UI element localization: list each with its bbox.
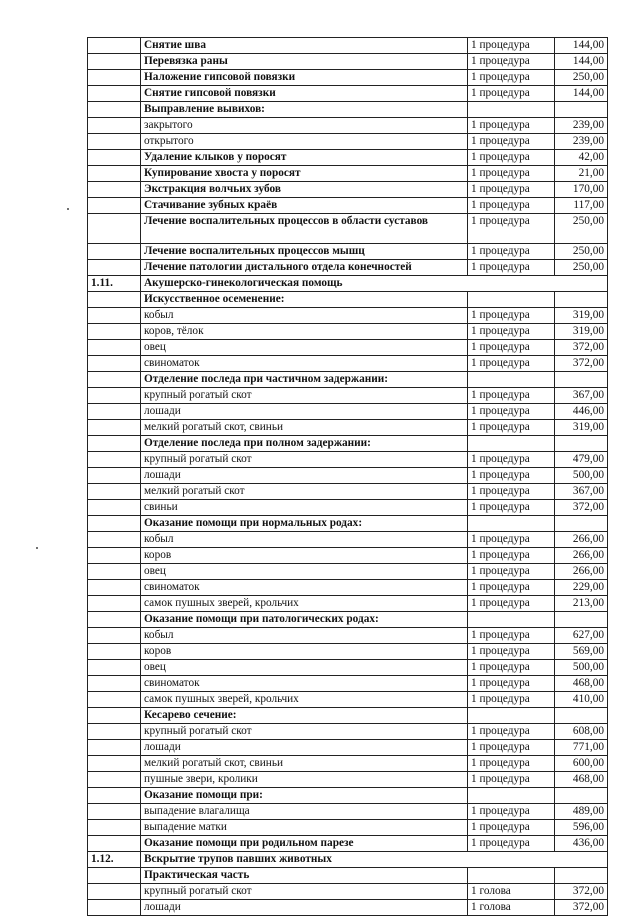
price-cell: 468,00: [555, 772, 608, 788]
price-row: [88, 596, 608, 612]
price-cell: 436,00: [555, 836, 608, 852]
service-name: Оказание помощи при нормальных родах:: [141, 516, 468, 532]
service-name: Практическая часть: [141, 868, 468, 884]
service-name: Лечение воспалительных процессов мышц: [141, 244, 468, 260]
price-row: [88, 182, 608, 198]
price-cell: [555, 292, 608, 308]
service-name: Кесарево сечение:: [141, 708, 468, 724]
unit-cell: 1 процедура: [468, 500, 555, 516]
price-cell: 372,00: [555, 900, 608, 916]
price-row: [88, 166, 608, 182]
price-row: [88, 756, 608, 772]
price-row: [88, 628, 608, 644]
service-name: коров: [141, 644, 468, 660]
price-cell: [555, 102, 608, 118]
price-row: [88, 86, 608, 102]
unit-cell: 1 процедура: [468, 388, 555, 404]
price-row: [88, 468, 608, 484]
price-cell: 239,00: [555, 134, 608, 150]
price-row: [88, 500, 608, 516]
price-cell: 771,00: [555, 740, 608, 756]
row-number-cell: [88, 198, 141, 214]
service-name: лошади: [141, 740, 468, 756]
price-cell: 213,00: [555, 596, 608, 612]
service-name: мелкий рогатый скот, свиньи: [141, 420, 468, 436]
unit-cell: 1 процедура: [468, 676, 555, 692]
price-row: [88, 532, 608, 548]
price-cell: 266,00: [555, 532, 608, 548]
service-name: самок пушных зверей, крольчих: [141, 692, 468, 708]
service-name: Снятие шва: [141, 38, 468, 54]
price-cell: 372,00: [555, 500, 608, 516]
price-cell: 170,00: [555, 182, 608, 198]
unit-cell: [468, 516, 555, 532]
service-name: кобыл: [141, 532, 468, 548]
price-row: [88, 612, 608, 628]
price-row: [88, 820, 608, 836]
unit-cell: 1 процедура: [468, 150, 555, 166]
unit-cell: 1 процедура: [468, 308, 555, 324]
unit-cell: [468, 436, 555, 452]
service-name: Отделение последа при частичном задержании:: [141, 372, 468, 388]
scan-speck: [36, 547, 38, 549]
section-title: Акушерско-гинекологическая помощь: [141, 276, 608, 292]
price-row: [88, 772, 608, 788]
service-name: Оказание помощи при:: [141, 788, 468, 804]
price-row: [88, 308, 608, 324]
price-row: [88, 372, 608, 388]
unit-cell: 1 процедура: [468, 644, 555, 660]
unit-cell: 1 процедура: [468, 38, 555, 54]
row-number-cell: [88, 150, 141, 166]
row-number-cell: [88, 244, 141, 260]
service-name: свиноматок: [141, 580, 468, 596]
price-cell: [555, 372, 608, 388]
price-cell: 367,00: [555, 388, 608, 404]
unit-cell: 1 процедура: [468, 756, 555, 772]
row-number-cell: [88, 772, 141, 788]
price-cell: 596,00: [555, 820, 608, 836]
unit-cell: 1 голова: [468, 884, 555, 900]
service-name: овец: [141, 564, 468, 580]
price-row: [88, 356, 608, 372]
price-row: [88, 260, 608, 276]
service-name: коров, тёлок: [141, 324, 468, 340]
price-row: [88, 580, 608, 596]
price-cell: 319,00: [555, 308, 608, 324]
price-cell: 144,00: [555, 38, 608, 54]
unit-cell: 1 процедура: [468, 772, 555, 788]
unit-cell: 1 процедура: [468, 468, 555, 484]
row-number-cell: [88, 532, 141, 548]
row-number-cell: [88, 356, 141, 372]
service-name: мелкий рогатый скот: [141, 484, 468, 500]
price-row: [88, 404, 608, 420]
unit-cell: 1 процедура: [468, 660, 555, 676]
service-name: Удаление клыков у поросят: [141, 150, 468, 166]
service-name: кобыл: [141, 628, 468, 644]
section-number: 1.12.: [88, 852, 141, 868]
unit-cell: 1 процедура: [468, 452, 555, 468]
price-row: [88, 70, 608, 86]
row-number-cell: [88, 324, 141, 340]
service-name: Купирование хвоста у поросят: [141, 166, 468, 182]
price-row: [88, 102, 608, 118]
price-row: [88, 676, 608, 692]
unit-cell: [468, 612, 555, 628]
service-name: Оказание помощи при патологических родах:: [141, 612, 468, 628]
price-cell: 319,00: [555, 324, 608, 340]
service-name: коров: [141, 548, 468, 564]
price-row: [88, 388, 608, 404]
unit-cell: 1 процедура: [468, 118, 555, 134]
scan-speck: [67, 208, 69, 210]
price-cell: 489,00: [555, 804, 608, 820]
service-name: Снятие гипсовой повязки: [141, 86, 468, 102]
row-number-cell: [88, 660, 141, 676]
price-row: [88, 198, 608, 214]
unit-cell: 1 процедура: [468, 340, 555, 356]
price-cell: 319,00: [555, 420, 608, 436]
service-name: лошади: [141, 404, 468, 420]
price-cell: 266,00: [555, 564, 608, 580]
price-cell: 250,00: [555, 214, 608, 244]
unit-cell: 1 процедура: [468, 532, 555, 548]
price-row: [88, 548, 608, 564]
price-cell: 250,00: [555, 244, 608, 260]
row-number-cell: [88, 596, 141, 612]
unit-cell: 1 процедура: [468, 596, 555, 612]
service-name: свиньи: [141, 500, 468, 516]
unit-cell: 1 процедура: [468, 580, 555, 596]
price-cell: 500,00: [555, 468, 608, 484]
service-name: Лечение патологии дистального отдела конечностей: [141, 260, 468, 276]
row-number-cell: [88, 118, 141, 134]
price-cell: [555, 612, 608, 628]
service-name: крупный рогатый скот: [141, 884, 468, 900]
section-header-row: [88, 276, 608, 292]
price-row: [88, 836, 608, 852]
service-name: Отделение последа при полном задержании:: [141, 436, 468, 452]
row-number-cell: [88, 516, 141, 532]
row-number-cell: [88, 166, 141, 182]
section-number: 1.11.: [88, 276, 141, 292]
price-row: [88, 436, 608, 452]
unit-cell: 1 процедура: [468, 628, 555, 644]
unit-cell: 1 процедура: [468, 182, 555, 198]
price-cell: 229,00: [555, 580, 608, 596]
price-row: [88, 788, 608, 804]
row-number-cell: [88, 644, 141, 660]
service-name: Экстракция волчьих зубов: [141, 182, 468, 198]
price-row: [88, 292, 608, 308]
price-row: [88, 804, 608, 820]
unit-cell: 1 процедура: [468, 244, 555, 260]
row-number-cell: [88, 436, 141, 452]
service-name: лошади: [141, 468, 468, 484]
price-table-body: [88, 38, 608, 916]
row-number-cell: [88, 900, 141, 916]
price-cell: 367,00: [555, 484, 608, 500]
price-row: [88, 516, 608, 532]
unit-cell: 1 процедура: [468, 420, 555, 436]
unit-cell: 1 процедура: [468, 404, 555, 420]
price-row: [88, 118, 608, 134]
service-name: овец: [141, 660, 468, 676]
price-row: [88, 900, 608, 916]
price-cell: 250,00: [555, 70, 608, 86]
row-number-cell: [88, 70, 141, 86]
row-number-cell: [88, 548, 141, 564]
unit-cell: 1 процедура: [468, 724, 555, 740]
price-cell: 42,00: [555, 150, 608, 166]
unit-cell: 1 процедура: [468, 214, 555, 244]
row-number-cell: [88, 676, 141, 692]
price-row: [88, 134, 608, 150]
row-number-cell: [88, 692, 141, 708]
price-row: [88, 244, 608, 260]
row-number-cell: [88, 740, 141, 756]
price-row: [88, 564, 608, 580]
price-cell: 468,00: [555, 676, 608, 692]
row-number-cell: [88, 708, 141, 724]
unit-cell: [468, 868, 555, 884]
unit-cell: [468, 102, 555, 118]
price-row: [88, 708, 608, 724]
row-number-cell: [88, 420, 141, 436]
service-name: выпадение матки: [141, 820, 468, 836]
price-row: [88, 868, 608, 884]
price-cell: 479,00: [555, 452, 608, 468]
price-table: [87, 37, 608, 916]
service-name: Перевязка раны: [141, 54, 468, 70]
row-number-cell: [88, 54, 141, 70]
unit-cell: 1 процедура: [468, 198, 555, 214]
price-cell: 372,00: [555, 884, 608, 900]
unit-cell: 1 процедура: [468, 836, 555, 852]
section-header-row: [88, 852, 608, 868]
row-number-cell: [88, 836, 141, 852]
price-cell: 117,00: [555, 198, 608, 214]
service-name: открытого: [141, 134, 468, 150]
service-name: кобыл: [141, 308, 468, 324]
price-cell: 144,00: [555, 54, 608, 70]
row-number-cell: [88, 884, 141, 900]
unit-cell: [468, 708, 555, 724]
price-row: [88, 692, 608, 708]
service-name: свиноматок: [141, 676, 468, 692]
price-cell: 144,00: [555, 86, 608, 102]
price-row: [88, 340, 608, 356]
service-name: свиноматок: [141, 356, 468, 372]
service-name: выпадение влагалища: [141, 804, 468, 820]
row-number-cell: [88, 628, 141, 644]
price-row: [88, 214, 608, 244]
unit-cell: 1 процедура: [468, 86, 555, 102]
price-cell: 372,00: [555, 340, 608, 356]
price-row: [88, 740, 608, 756]
unit-cell: 1 процедура: [468, 166, 555, 182]
unit-cell: 1 процедура: [468, 324, 555, 340]
price-cell: 446,00: [555, 404, 608, 420]
unit-cell: [468, 292, 555, 308]
row-number-cell: [88, 580, 141, 596]
price-row: [88, 724, 608, 740]
service-name: пушные звери, кролики: [141, 772, 468, 788]
unit-cell: 1 процедура: [468, 804, 555, 820]
unit-cell: 1 процедура: [468, 54, 555, 70]
service-name: крупный рогатый скот: [141, 452, 468, 468]
unit-cell: 1 процедура: [468, 134, 555, 150]
unit-cell: 1 процедура: [468, 70, 555, 86]
service-name: Стачивание зубных краёв: [141, 198, 468, 214]
price-cell: [555, 868, 608, 884]
row-number-cell: [88, 868, 141, 884]
row-number-cell: [88, 612, 141, 628]
row-number-cell: [88, 468, 141, 484]
price-cell: 250,00: [555, 260, 608, 276]
row-number-cell: [88, 564, 141, 580]
row-number-cell: [88, 404, 141, 420]
price-cell: 500,00: [555, 660, 608, 676]
row-number-cell: [88, 308, 141, 324]
row-number-cell: [88, 86, 141, 102]
unit-cell: 1 процедура: [468, 356, 555, 372]
price-row: [88, 150, 608, 166]
service-name: лошади: [141, 900, 468, 916]
service-name: Искусственное осеменение:: [141, 292, 468, 308]
service-name: мелкий рогатый скот, свиньи: [141, 756, 468, 772]
row-number-cell: [88, 820, 141, 836]
price-row: [88, 38, 608, 54]
row-number-cell: [88, 788, 141, 804]
price-cell: [555, 516, 608, 532]
unit-cell: 1 процедура: [468, 820, 555, 836]
unit-cell: 1 процедура: [468, 484, 555, 500]
unit-cell: 1 процедура: [468, 692, 555, 708]
service-name: Выправление вывихов:: [141, 102, 468, 118]
unit-cell: 1 процедура: [468, 548, 555, 564]
service-name: Наложение гипсовой повязки: [141, 70, 468, 86]
service-name: овец: [141, 340, 468, 356]
row-number-cell: [88, 804, 141, 820]
row-number-cell: [88, 452, 141, 468]
unit-cell: 1 процедура: [468, 564, 555, 580]
row-number-cell: [88, 500, 141, 516]
row-number-cell: [88, 38, 141, 54]
price-cell: 569,00: [555, 644, 608, 660]
price-cell: 372,00: [555, 356, 608, 372]
price-cell: [555, 788, 608, 804]
row-number-cell: [88, 260, 141, 276]
row-number-cell: [88, 756, 141, 772]
row-number-cell: [88, 102, 141, 118]
price-row: [88, 452, 608, 468]
price-row: [88, 644, 608, 660]
unit-cell: [468, 372, 555, 388]
service-name: крупный рогатый скот: [141, 724, 468, 740]
section-title: Вскрытие трупов павших животных: [141, 852, 608, 868]
price-cell: [555, 436, 608, 452]
price-cell: 21,00: [555, 166, 608, 182]
price-row: [88, 660, 608, 676]
service-name: крупный рогатый скот: [141, 388, 468, 404]
unit-cell: 1 голова: [468, 900, 555, 916]
price-row: [88, 884, 608, 900]
service-name: Лечение воспалительных процессов в области суставов: [141, 214, 468, 244]
service-name: закрытого: [141, 118, 468, 134]
row-number-cell: [88, 182, 141, 198]
row-number-cell: [88, 388, 141, 404]
price-cell: 266,00: [555, 548, 608, 564]
price-row: [88, 484, 608, 500]
price-cell: 600,00: [555, 756, 608, 772]
price-row: [88, 324, 608, 340]
row-number-cell: [88, 484, 141, 500]
unit-cell: 1 процедура: [468, 740, 555, 756]
price-row: [88, 420, 608, 436]
unit-cell: 1 процедура: [468, 260, 555, 276]
price-row: [88, 54, 608, 70]
row-number-cell: [88, 292, 141, 308]
price-cell: [555, 708, 608, 724]
price-cell: 410,00: [555, 692, 608, 708]
unit-cell: [468, 788, 555, 804]
row-number-cell: [88, 214, 141, 244]
row-number-cell: [88, 724, 141, 740]
price-cell: 239,00: [555, 118, 608, 134]
price-cell: 608,00: [555, 724, 608, 740]
row-number-cell: [88, 340, 141, 356]
row-number-cell: [88, 134, 141, 150]
row-number-cell: [88, 372, 141, 388]
service-name: Оказание помощи при родильном парезе: [141, 836, 468, 852]
price-cell: 627,00: [555, 628, 608, 644]
service-name: самок пушных зверей, крольчих: [141, 596, 468, 612]
